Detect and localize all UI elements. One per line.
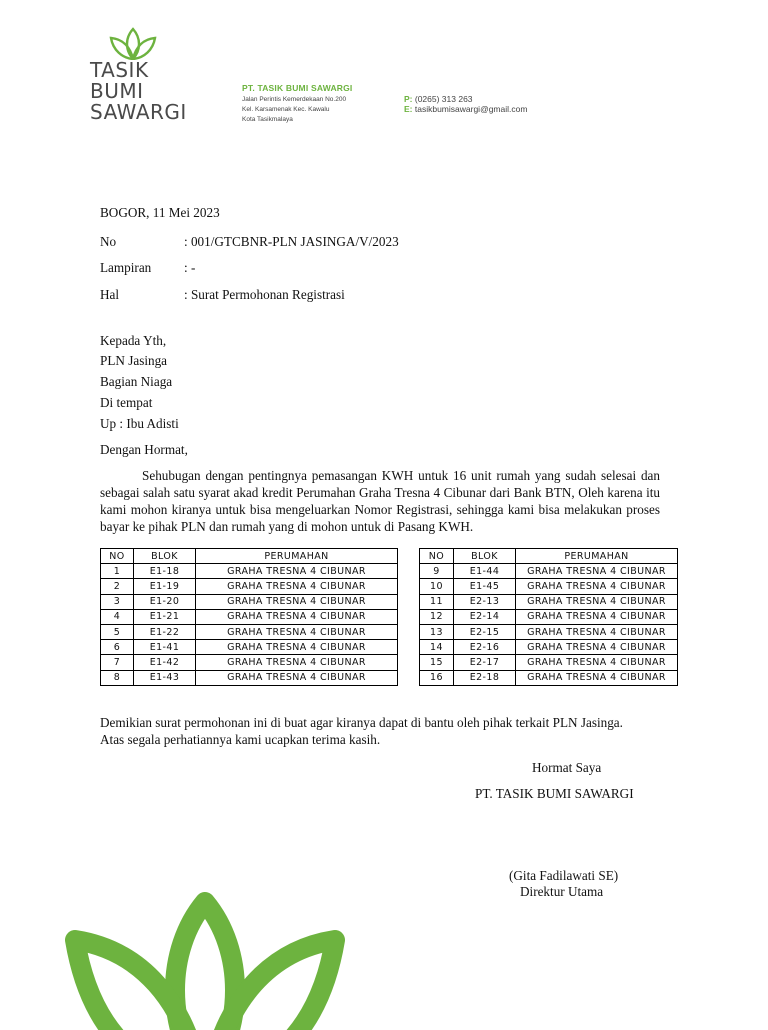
cell-perumahan: GRAHA TRESNA 4 CIBUNAR [516,564,678,579]
table-row [101,640,398,655]
house-table-right [419,548,678,686]
cell-blok: E1-42 [134,655,196,670]
email-address: tasikbumisawargi@gmail.com [414,104,528,114]
cell-perumahan: GRAHA TRESNA 4 CIBUNAR [196,609,398,624]
header-blok: BLOK [134,549,196,564]
cell-no: 2 [101,579,134,594]
house-table-left [100,548,398,686]
table-row [420,670,678,685]
table-row [420,624,678,639]
table-row [101,609,398,624]
table-row [101,579,398,594]
cell-no: 5 [101,624,134,639]
meta-label-no: No [100,234,117,249]
address-line-1: Jalan Perintis Kemerdekaan No.200 [242,96,347,103]
table-row [420,594,678,609]
company-name: PT. TASIK BUMI SAWARGI [242,83,353,93]
logo-word-3: SAWARGI [90,100,187,124]
email-contact [404,104,527,114]
leaf-watermark-icon [60,880,350,1030]
cell-blok: E1-21 [134,609,196,624]
logo-word-1: TASIK [90,58,149,82]
table-row [420,564,678,579]
body-paragraph: Sehubugan dengan pentingnya pemasangan KWH untuk 16 unit rumah yang sudah selesai dan sebagai salah satu syarat akad kredit Perumahan Graha Tresna 4 Cibunar dari Bank BTN, Oleh karena itu kami mohon kiranya untuk bisa mengeluarkan Nomor Registrasi, sehingga kami bisa melakukan proses bayar ke pihak PLN dan rumah yang di mohon untuk di Pasang KWH. [100,468,660,534]
cell-no: 13 [420,624,454,639]
table-row [101,655,398,670]
company-leaf-logo-icon [108,26,158,60]
header-perumahan: PERUMAHAN [516,549,678,564]
table-row [420,609,678,624]
cell-blok: E2-17 [454,655,516,670]
cell-perumahan: GRAHA TRESNA 4 CIBUNAR [516,640,678,655]
cell-blok: E2-18 [454,670,516,685]
cell-blok: E1-22 [134,624,196,639]
cell-no: 11 [420,594,454,609]
table-header-row [101,549,398,564]
cell-blok: E1-43 [134,670,196,685]
cell-perumahan: GRAHA TRESNA 4 CIBUNAR [516,670,678,685]
cell-blok: E1-20 [134,594,196,609]
phone-number: (0265) 313 263 [414,94,473,104]
place-date: BOGOR, 11 Mei 2023 [100,205,220,220]
meta-value-lampiran: : - [184,260,196,275]
cell-perumahan: GRAHA TRESNA 4 CIBUNAR [516,594,678,609]
table-row [101,564,398,579]
closing-line-1: Demikian surat permohonan ini di buat agar kiranya dapat di bantu oleh pihak terkait PLN Jasinga. [100,715,623,730]
cell-perumahan: GRAHA TRESNA 4 CIBUNAR [516,579,678,594]
cell-blok: E2-16 [454,640,516,655]
header-no: NO [420,549,454,564]
phone-label: P: [404,94,413,104]
cell-no: 8 [101,670,134,685]
table-header-row [420,549,678,564]
cell-no: 7 [101,655,134,670]
recipient-line-1: Kepada Yth, [100,333,167,348]
cell-perumahan: GRAHA TRESNA 4 CIBUNAR [196,594,398,609]
recipient-line-2: PLN Jasinga [100,353,168,368]
cell-blok: E1-41 [134,640,196,655]
cell-no: 10 [420,579,454,594]
cell-perumahan: GRAHA TRESNA 4 CIBUNAR [196,670,398,685]
recipient-line-5: Up : Ibu Adisti [100,416,179,431]
cell-no: 3 [101,594,134,609]
cell-blok: E1-44 [454,564,516,579]
table-row [420,655,678,670]
table-row [420,640,678,655]
cell-blok: E2-15 [454,624,516,639]
sign-greeting: Hormat Saya [532,760,602,775]
meta-value-hal: : Surat Permohonan Registrasi [184,287,345,302]
cell-no: 16 [420,670,454,685]
meta-label-lampiran: Lampiran [100,260,152,275]
cell-perumahan: GRAHA TRESNA 4 CIBUNAR [196,624,398,639]
address-line-3: Kota Tasikmalaya [242,116,293,123]
table-row [101,624,398,639]
cell-perumahan: GRAHA TRESNA 4 CIBUNAR [196,640,398,655]
cell-perumahan: GRAHA TRESNA 4 CIBUNAR [196,564,398,579]
cell-no: 15 [420,655,454,670]
cell-perumahan: GRAHA TRESNA 4 CIBUNAR [196,655,398,670]
email-label: E: [404,104,413,114]
greeting: Dengan Hormat, [100,442,188,457]
closing-line-2: Atas segala perhatiannya kami ucapkan terima kasih. [100,732,381,747]
header-blok: BLOK [454,549,516,564]
signer-title: Direktur Utama [520,884,604,899]
recipient-line-3: Bagian Niaga [100,374,173,389]
meta-value-no: : 001/GTCBNR-PLN JASINGA/V/2023 [184,234,399,249]
recipient-line-4: Di tempat [100,395,153,410]
sign-company: PT. TASIK BUMI SAWARGI [475,786,634,801]
cell-blok: E2-14 [454,609,516,624]
cell-no: 9 [420,564,454,579]
cell-blok: E2-13 [454,594,516,609]
cell-no: 12 [420,609,454,624]
cell-no: 1 [101,564,134,579]
cell-blok: E1-19 [134,579,196,594]
header-perumahan: PERUMAHAN [196,549,398,564]
phone-contact [404,94,473,104]
cell-perumahan: GRAHA TRESNA 4 CIBUNAR [516,624,678,639]
logo-word-2: BUMI [90,79,144,103]
cell-blok: E1-45 [454,579,516,594]
cell-perumahan: GRAHA TRESNA 4 CIBUNAR [196,579,398,594]
address-line-2: Kel. Karsamenak Kec. Kawalu [242,106,330,113]
cell-perumahan: GRAHA TRESNA 4 CIBUNAR [516,609,678,624]
meta-label-hal: Hal [100,287,120,302]
cell-blok: E1-18 [134,564,196,579]
table-row [101,670,398,685]
table-row [101,594,398,609]
cell-no: 6 [101,640,134,655]
header-no: NO [101,549,134,564]
signer-name: (Gita Fadilawati SE) [509,868,619,883]
cell-no: 4 [101,609,134,624]
table-row [420,579,678,594]
cell-no: 14 [420,640,454,655]
cell-perumahan: GRAHA TRESNA 4 CIBUNAR [516,655,678,670]
